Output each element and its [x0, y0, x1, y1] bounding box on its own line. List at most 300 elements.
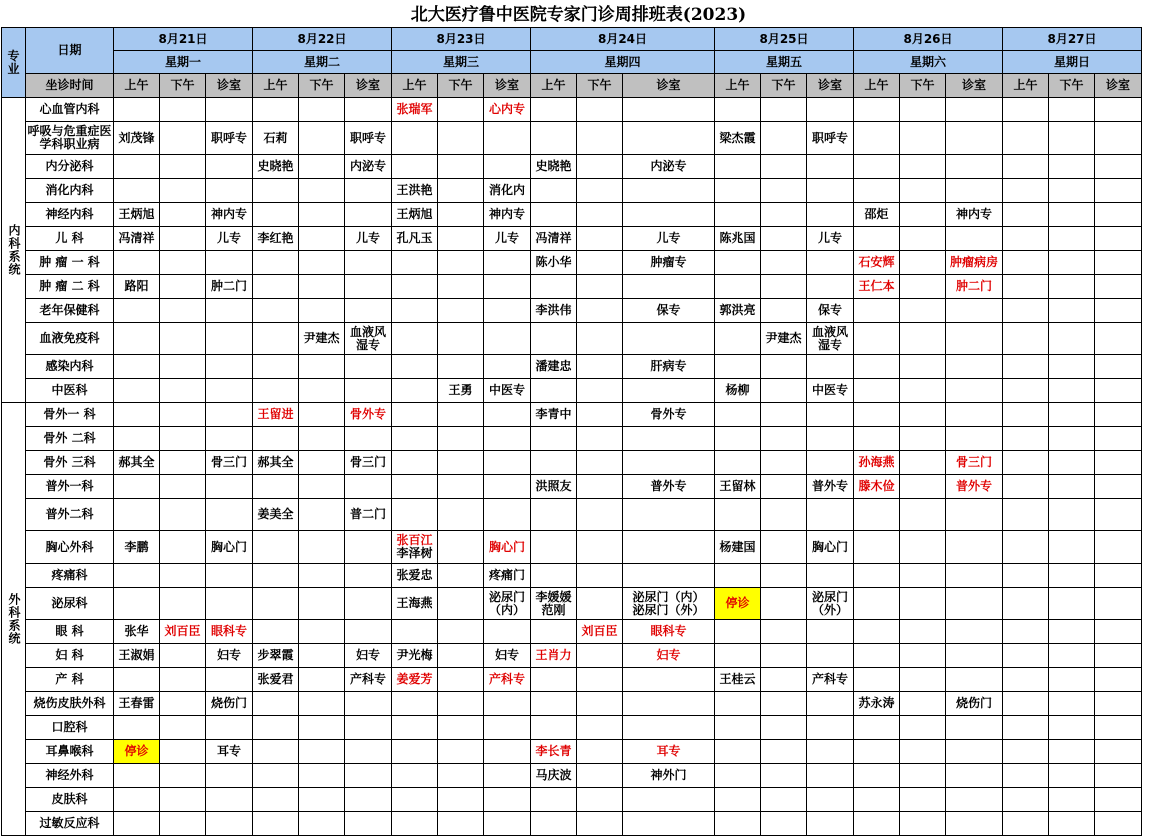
- schedule-cell: [531, 812, 577, 836]
- schedule-cell: [623, 451, 715, 475]
- schedule-cell: 王海燕: [392, 588, 438, 620]
- schedule-cell: [807, 812, 854, 836]
- sub-header: 下午: [299, 74, 345, 98]
- schedule-cell: [299, 299, 345, 323]
- schedule-cell: 张华: [114, 620, 160, 644]
- schedule-cell: [160, 812, 206, 836]
- schedule-cell: [1095, 251, 1142, 275]
- schedule-cell: [854, 531, 900, 564]
- schedule-cell: 普外专: [623, 475, 715, 499]
- table-row: [2, 716, 1142, 740]
- schedule-cell: [761, 499, 807, 531]
- schedule-cell: 内泌专: [623, 155, 715, 179]
- schedule-cell: [114, 588, 160, 620]
- schedule-cell: [1095, 379, 1142, 403]
- schedule-cell: 刘茂锋: [114, 122, 160, 155]
- schedule-cell: [253, 588, 299, 620]
- schedule-cell: [438, 692, 484, 716]
- schedule-cell: [1003, 379, 1049, 403]
- schedule-cell: [715, 403, 761, 427]
- schedule-cell: [392, 122, 438, 155]
- department-name: 普外二科: [26, 499, 114, 531]
- schedule-cell: [761, 588, 807, 620]
- date-header: 日期: [26, 28, 114, 74]
- schedule-cell: [392, 788, 438, 812]
- day-weekday-4: 星期四: [531, 51, 715, 74]
- schedule-cell: 史晓艳: [253, 155, 299, 179]
- day-date-3: 8月23日: [392, 28, 531, 51]
- schedule-cell: [761, 98, 807, 122]
- schedule-cell: [854, 155, 900, 179]
- schedule-cell: [1003, 788, 1049, 812]
- schedule-cell: [253, 564, 299, 588]
- schedule-cell: [114, 98, 160, 122]
- schedule-cell: 儿专: [807, 227, 854, 251]
- schedule-cell: [715, 203, 761, 227]
- schedule-cell: [1003, 692, 1049, 716]
- schedule-cell: [577, 531, 623, 564]
- schedule-cell: [1095, 427, 1142, 451]
- schedule-cell: [946, 122, 1003, 155]
- schedule-cell: 王留林: [715, 475, 761, 499]
- schedule-cell: [392, 323, 438, 355]
- schedule-cell: [438, 475, 484, 499]
- schedule-cell: [206, 564, 253, 588]
- sub-header: 上午: [1003, 74, 1049, 98]
- schedule-cell: [438, 227, 484, 251]
- schedule-cell: [1049, 299, 1095, 323]
- schedule-cell: [577, 179, 623, 203]
- schedule-cell: [484, 716, 531, 740]
- schedule-cell: [345, 251, 392, 275]
- schedule-cell: [345, 812, 392, 836]
- schedule-cell: [1095, 588, 1142, 620]
- department-name: 呼吸与危重症医学科职业病: [26, 122, 114, 155]
- schedule-cell: [577, 812, 623, 836]
- schedule-cell: 烧伤门: [946, 692, 1003, 716]
- schedule-cell: [392, 451, 438, 475]
- schedule-cell: 骨外专: [345, 403, 392, 427]
- schedule-cell: [807, 427, 854, 451]
- schedule-cell: 神外门: [623, 764, 715, 788]
- schedule-cell: [345, 740, 392, 764]
- schedule-cell: [854, 588, 900, 620]
- schedule-cell: [1003, 122, 1049, 155]
- schedule-cell: [807, 403, 854, 427]
- schedule-cell: [206, 179, 253, 203]
- schedule-cell: [114, 499, 160, 531]
- schedule-cell: [715, 355, 761, 379]
- schedule-cell: [1095, 764, 1142, 788]
- schedule-cell: [946, 355, 1003, 379]
- table-row: [2, 227, 1142, 251]
- schedule-cell: [253, 427, 299, 451]
- schedule-cell: [531, 179, 577, 203]
- sub-header: 上午: [253, 74, 299, 98]
- schedule-cell: [345, 427, 392, 451]
- schedule-cell: [160, 427, 206, 451]
- schedule-cell: [761, 764, 807, 788]
- schedule-cell: 刘百臣: [160, 620, 206, 644]
- schedule-cell: [392, 355, 438, 379]
- schedule-cell: [623, 716, 715, 740]
- schedule-cell: [253, 203, 299, 227]
- schedule-cell: [345, 692, 392, 716]
- schedule-cell: [160, 98, 206, 122]
- schedule-cell: [761, 155, 807, 179]
- schedule-cell: [1095, 668, 1142, 692]
- schedule-cell: [900, 716, 946, 740]
- schedule-cell: [1003, 427, 1049, 451]
- schedule-cell: [577, 668, 623, 692]
- schedule-cell: [946, 644, 1003, 668]
- schedule-cell: [1095, 564, 1142, 588]
- schedule-cell: 苏永涛: [854, 692, 900, 716]
- table-row: [2, 179, 1142, 203]
- schedule-cell: 陈兆国: [715, 227, 761, 251]
- schedule-cell: [206, 475, 253, 499]
- schedule-cell: [1095, 227, 1142, 251]
- schedule-cell: [715, 251, 761, 275]
- schedule-cell: [392, 692, 438, 716]
- schedule-cell: [160, 716, 206, 740]
- schedule-cell: [807, 740, 854, 764]
- schedule-cell: [715, 740, 761, 764]
- schedule-cell: [1049, 588, 1095, 620]
- schedule-cell: [761, 692, 807, 716]
- schedule-cell: [715, 155, 761, 179]
- schedule-cell: [1049, 155, 1095, 179]
- schedule-cell: [1049, 740, 1095, 764]
- schedule-cell: [114, 812, 160, 836]
- sub-header: 诊室: [946, 74, 1003, 98]
- schedule-cell: [946, 740, 1003, 764]
- schedule-cell: [900, 427, 946, 451]
- schedule-cell: [438, 644, 484, 668]
- table-row: [2, 692, 1142, 716]
- department-name: 儿 科: [26, 227, 114, 251]
- schedule-cell: [623, 203, 715, 227]
- schedule-cell: [160, 451, 206, 475]
- schedule-cell: [484, 740, 531, 764]
- schedule-cell: [345, 355, 392, 379]
- schedule-cell: [715, 323, 761, 355]
- schedule-cell: [623, 564, 715, 588]
- schedule-cell: [345, 275, 392, 299]
- schedule-cell: [1003, 764, 1049, 788]
- schedule-cell: [299, 788, 345, 812]
- schedule-cell: [807, 179, 854, 203]
- sub-header: 诊室: [623, 74, 715, 98]
- schedule-cell: [206, 716, 253, 740]
- schedule-cell: 李媛媛 范刚: [531, 588, 577, 620]
- schedule-cell: [854, 299, 900, 323]
- schedule-cell: [160, 379, 206, 403]
- schedule-cell: [854, 620, 900, 644]
- schedule-cell: [946, 403, 1003, 427]
- schedule-cell: 烧伤门: [206, 692, 253, 716]
- schedule-cell: [1095, 692, 1142, 716]
- schedule-cell: 孔凡玉: [392, 227, 438, 251]
- schedule-cell: [946, 788, 1003, 812]
- schedule-cell: [946, 716, 1003, 740]
- schedule-cell: [1003, 668, 1049, 692]
- schedule-cell: [438, 764, 484, 788]
- schedule-cell: [577, 644, 623, 668]
- schedule-cell: [1049, 122, 1095, 155]
- schedule-cell: [484, 427, 531, 451]
- table-row: [2, 203, 1142, 227]
- schedule-cell: 王留进: [253, 403, 299, 427]
- department-name: 骨外 三科: [26, 451, 114, 475]
- schedule-cell: [761, 227, 807, 251]
- schedule-cell: [900, 355, 946, 379]
- schedule-cell: 眼科专: [623, 620, 715, 644]
- department-name: 消化内科: [26, 179, 114, 203]
- schedule-cell: [761, 203, 807, 227]
- schedule-cell: [577, 323, 623, 355]
- schedule-cell: [345, 788, 392, 812]
- schedule-cell: [392, 475, 438, 499]
- schedule-cell: 心内专: [484, 98, 531, 122]
- schedule-cell: [761, 475, 807, 499]
- schedule-cell: [854, 227, 900, 251]
- schedule-cell: [577, 475, 623, 499]
- schedule-cell: [900, 588, 946, 620]
- schedule-cell: [715, 620, 761, 644]
- schedule-cell: [299, 588, 345, 620]
- schedule-cell: [114, 355, 160, 379]
- schedule-cell: [854, 812, 900, 836]
- schedule-cell: [807, 275, 854, 299]
- schedule-cell: [715, 812, 761, 836]
- table-row: [2, 251, 1142, 275]
- schedule-cell: [577, 499, 623, 531]
- day-weekday-5: 星期五: [715, 51, 854, 74]
- sub-header: 下午: [160, 74, 206, 98]
- schedule-cell: [577, 98, 623, 122]
- schedule-cell: [900, 122, 946, 155]
- schedule-cell: [160, 299, 206, 323]
- schedule-cell: 王炳旭: [392, 203, 438, 227]
- schedule-cell: 职呼专: [807, 122, 854, 155]
- schedule-cell: [900, 644, 946, 668]
- schedule-cell: [1049, 475, 1095, 499]
- schedule-cell: [761, 668, 807, 692]
- schedule-cell: [345, 179, 392, 203]
- department-name: 肿 瘤 二 科: [26, 275, 114, 299]
- schedule-cell: [1095, 788, 1142, 812]
- schedule-cell: [1095, 275, 1142, 299]
- schedule-cell: [253, 788, 299, 812]
- schedule-cell: [531, 620, 577, 644]
- schedule-cell: [1049, 764, 1095, 788]
- schedule-cell: [1095, 644, 1142, 668]
- schedule-cell: [438, 251, 484, 275]
- schedule-cell: [1095, 499, 1142, 531]
- schedule-cell: 妇专: [206, 644, 253, 668]
- schedule-cell: 姜爱芳: [392, 668, 438, 692]
- schedule-cell: 肿二门: [206, 275, 253, 299]
- page-title: 北大医疗鲁中医院专家门诊周排班表(2023): [410, 5, 747, 25]
- schedule-cell: [807, 716, 854, 740]
- table-row: [2, 122, 1142, 155]
- schedule-cell: [715, 788, 761, 812]
- schedule-cell: [160, 764, 206, 788]
- schedule-cell: [392, 620, 438, 644]
- schedule-cell: [299, 499, 345, 531]
- schedule-cell: [392, 379, 438, 403]
- schedule-cell: [761, 251, 807, 275]
- schedule-cell: 普外专: [807, 475, 854, 499]
- schedule-cell: 郝其全: [253, 451, 299, 475]
- department-name: 烧伤皮肤外科: [26, 692, 114, 716]
- schedule-cell: [299, 403, 345, 427]
- schedule-cell: [854, 122, 900, 155]
- schedule-cell: [946, 668, 1003, 692]
- schedule-cell: [531, 531, 577, 564]
- schedule-cell: [531, 427, 577, 451]
- department-name: 内分泌科: [26, 155, 114, 179]
- schedule-cell: 中医专: [484, 379, 531, 403]
- schedule-cell: [577, 355, 623, 379]
- schedule-cell: [1095, 403, 1142, 427]
- schedule-cell: [531, 203, 577, 227]
- schedule-cell: [438, 451, 484, 475]
- schedule-cell: [114, 475, 160, 499]
- schedule-cell: [1003, 475, 1049, 499]
- schedule-cell: [531, 122, 577, 155]
- table-row: [2, 451, 1142, 475]
- day-date-6: 8月26日: [854, 28, 1003, 51]
- department-name: 耳鼻喉科: [26, 740, 114, 764]
- schedule-cell: [160, 692, 206, 716]
- schedule-cell: [623, 98, 715, 122]
- schedule-cell: [299, 564, 345, 588]
- schedule-cell: [1095, 299, 1142, 323]
- schedule-cell: [1049, 98, 1095, 122]
- schedule-cell: [484, 692, 531, 716]
- schedule-cell: [531, 451, 577, 475]
- schedule-cell: [807, 355, 854, 379]
- schedule-cell: [438, 716, 484, 740]
- schedule-cell: [438, 788, 484, 812]
- schedule-cell: 石安辉: [854, 251, 900, 275]
- schedule-cell: [577, 299, 623, 323]
- department-name: 血液免疫科: [26, 323, 114, 355]
- schedule-cell: [299, 451, 345, 475]
- department-name: 妇 科: [26, 644, 114, 668]
- schedule-cell: [900, 403, 946, 427]
- schedule-cell: [1095, 716, 1142, 740]
- department-name: 神经外科: [26, 764, 114, 788]
- schedule-cell: [900, 692, 946, 716]
- schedule-cell: [531, 788, 577, 812]
- schedule-cell: [345, 588, 392, 620]
- schedule-cell: [114, 251, 160, 275]
- department-name: 胸心外科: [26, 531, 114, 564]
- schedule-cell: [345, 203, 392, 227]
- schedule-cell: 职呼专: [206, 122, 253, 155]
- schedule-cell: [807, 764, 854, 788]
- schedule-cell: 尹光梅: [392, 644, 438, 668]
- schedule-cell: [761, 355, 807, 379]
- schedule-cell: [946, 812, 1003, 836]
- schedule-cell: [1049, 620, 1095, 644]
- schedule-cell: [1049, 251, 1095, 275]
- schedule-cell: [438, 668, 484, 692]
- schedule-cell: [206, 403, 253, 427]
- schedule-cell: 王肖力: [531, 644, 577, 668]
- schedule-cell: [206, 788, 253, 812]
- schedule-cell: [392, 740, 438, 764]
- schedule-cell: 血液风 湿专: [345, 323, 392, 355]
- schedule-cell: [946, 564, 1003, 588]
- schedule-cell: [160, 788, 206, 812]
- schedule-cell: 李红艳: [253, 227, 299, 251]
- schedule-cell: [577, 203, 623, 227]
- schedule-cell: 梁杰霞: [715, 122, 761, 155]
- schedule-cell: [299, 740, 345, 764]
- schedule-cell: [299, 379, 345, 403]
- schedule-cell: 滕木俭: [854, 475, 900, 499]
- schedule-cell: [1049, 812, 1095, 836]
- schedule-cell: 王勇: [438, 379, 484, 403]
- sub-header: 下午: [438, 74, 484, 98]
- day-date-5: 8月25日: [715, 28, 854, 51]
- schedule-cell: 张百江 李泽树: [392, 531, 438, 564]
- schedule-cell: [577, 275, 623, 299]
- table-row: [2, 620, 1142, 644]
- table-row: [2, 764, 1142, 788]
- schedule-cell: 路阳: [114, 275, 160, 299]
- schedule-cell: [160, 203, 206, 227]
- schedule-cell: 胸心门: [206, 531, 253, 564]
- schedule-cell: [438, 355, 484, 379]
- schedule-cell: [438, 179, 484, 203]
- schedule-cell: [114, 299, 160, 323]
- schedule-cell: [623, 122, 715, 155]
- schedule-cell: [761, 403, 807, 427]
- schedule-cell: [253, 299, 299, 323]
- schedule-cell: [531, 499, 577, 531]
- schedule-cell: [900, 499, 946, 531]
- schedule-cell: [484, 122, 531, 155]
- schedule-cell: 耳专: [623, 740, 715, 764]
- schedule-cell: 冯清祥: [531, 227, 577, 251]
- schedule-cell: 胸心门: [484, 531, 531, 564]
- schedule-cell: [1049, 227, 1095, 251]
- schedule-cell: [114, 764, 160, 788]
- schedule-cell: [946, 499, 1003, 531]
- schedule-cell: [531, 668, 577, 692]
- schedule-cell: [577, 692, 623, 716]
- table-row: [2, 275, 1142, 299]
- schedule-cell: [299, 179, 345, 203]
- schedule-cell: [1049, 275, 1095, 299]
- schedule-cell: [438, 203, 484, 227]
- schedule-cell: [484, 764, 531, 788]
- schedule-cell: [761, 179, 807, 203]
- schedule-cell: 王炳旭: [114, 203, 160, 227]
- schedule-cell: [114, 427, 160, 451]
- schedule-cell: [206, 251, 253, 275]
- schedule-cell: [1003, 588, 1049, 620]
- schedule-cell: [392, 275, 438, 299]
- schedule-cell: [438, 499, 484, 531]
- schedule-cell: [345, 716, 392, 740]
- schedule-cell: [761, 740, 807, 764]
